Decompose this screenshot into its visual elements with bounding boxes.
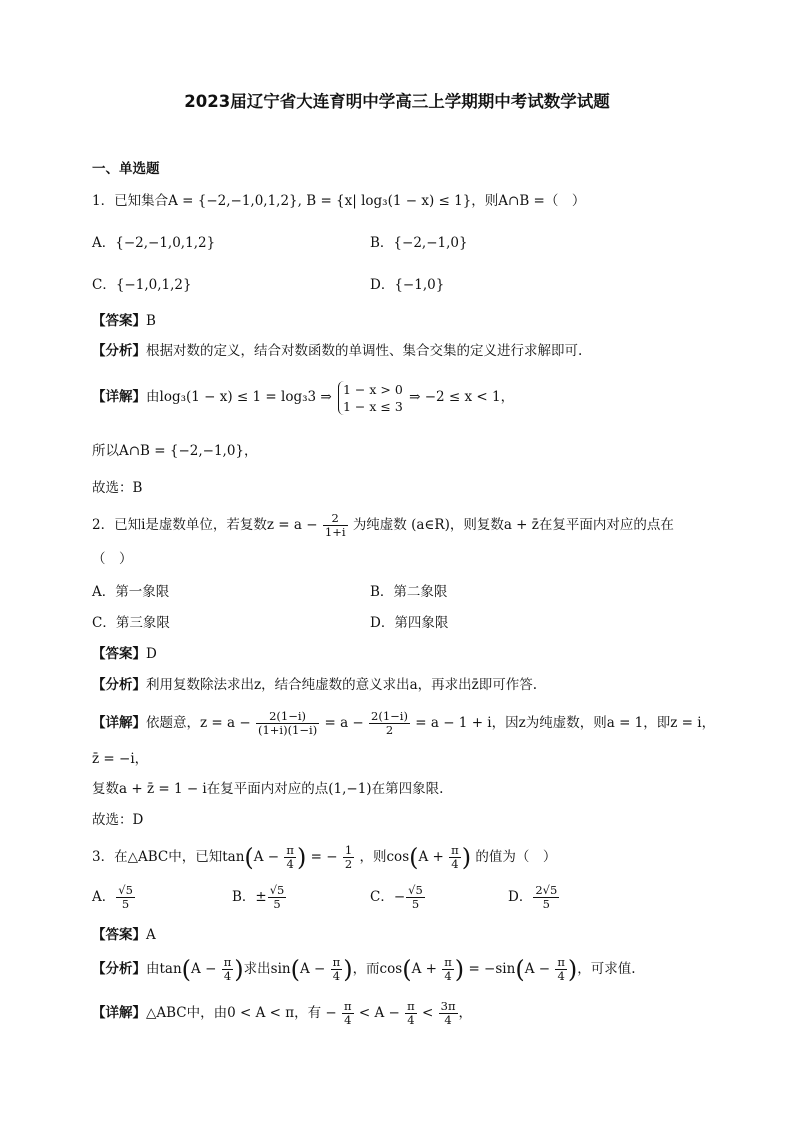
q3-option-d-label: D． [508, 889, 533, 905]
q3-analysis-post: ，可求值. [577, 961, 636, 977]
q3-stem-pre: 3．在△ABC中，已知tan [92, 849, 245, 865]
q2-option-d: D．第四象限 [370, 615, 449, 631]
section-heading: 一、单选题 [92, 161, 160, 177]
four: 4 [344, 1013, 352, 1027]
q2-frac-num: 2 [323, 512, 348, 526]
q3-option-b-label: B．± [232, 889, 267, 905]
analysis-label: 【分析】 [92, 961, 146, 977]
right-paren-icon: ) [461, 843, 472, 872]
q3-stem-eq: = − [310, 849, 338, 865]
q3-de-frac-2 [405, 1000, 417, 1027]
q2-f2-num: 2(1−i) [371, 709, 408, 723]
q3-analysis-eq: = −sin [468, 961, 516, 977]
q2-f1-num: 2(1−i) [256, 710, 319, 724]
q3-de-frac-3 [439, 1000, 458, 1027]
q3-option-d [508, 880, 560, 914]
detail-label: 【详解】 [92, 1005, 146, 1021]
q3-opt-d-num: 2√5 [535, 883, 558, 897]
q2-fraction [323, 512, 348, 539]
q3-stem [92, 840, 556, 874]
q3-opt-c-num: √5 [408, 883, 423, 897]
left-paren-icon: ( [409, 843, 419, 872]
q1-option-c: C．{−1,0,1,2} [92, 277, 192, 293]
q3-pi-over-4-b [449, 844, 461, 871]
q2-option-b: B．第二象限 [370, 584, 448, 600]
q3-detail-pre: △ABC中，由0 < A < π，有 − [146, 1005, 337, 1021]
four: 4 [223, 969, 232, 983]
answer-label: 【答案】 [92, 927, 146, 943]
q3-an-frac-3 [442, 956, 454, 983]
four: 4 [451, 857, 459, 871]
q3-option-b [232, 880, 287, 914]
q3-stem-a2: A + [418, 849, 444, 865]
pi: π [223, 955, 232, 969]
q2-stem-tail: （ ） [92, 551, 133, 567]
analysis-label: 【分析】 [92, 343, 146, 359]
pi: π [332, 955, 341, 969]
q2-detail-row [92, 706, 715, 740]
page-title: 2023届辽宁省大连育明中学高三上学期期中考试数学试题 [184, 92, 610, 111]
q2-answer-row [92, 645, 157, 663]
q2-detail-fraction-1 [256, 710, 319, 737]
q2-eq-mid: = a − [324, 715, 364, 731]
left-paren-icon: ( [515, 955, 525, 984]
left-paren-icon: ( [181, 955, 192, 984]
detail-label: 【详解】 [92, 715, 146, 731]
q2-frac-den: 1+i [324, 525, 346, 539]
q3-analysis-mid1: 求出sin [243, 961, 291, 977]
answer-label: 【答案】 [92, 646, 146, 662]
q2-detail-post: = a − 1 + i，因z为纯虚数，则a = 1，即z = i， [415, 715, 716, 731]
q1-detail-post: ⇒ −2 ≤ x < 1， [409, 389, 515, 405]
q2-stem-pre: 2．已知i是虚数单位，若复数z = a − [92, 517, 318, 533]
q2-option-a: A．第一象限 [92, 584, 170, 600]
q3-an-a-3: A + [411, 961, 437, 977]
q1-detail-pre: 由log₃(1 − x) ≤ 1 = log₃3 ⇒ [146, 389, 332, 405]
q3-stem-mid: ，则cos [359, 849, 410, 865]
q1-detail-row [92, 380, 514, 415]
q2-analysis: 利用复数除法求出z，结合纯虚数的意义求出a，再求出z̄即可作答. [146, 677, 538, 693]
q2-analysis-row [92, 676, 537, 694]
q3-detail-lt: < [422, 1005, 434, 1021]
pi: π [557, 955, 565, 969]
four: 4 [444, 1013, 452, 1027]
q2-detail-pre: 依题意，z = a − [146, 715, 251, 731]
q1-inequality-system [338, 381, 403, 415]
q1-option-a: A．{−2,−1,0,1,2} [92, 235, 216, 251]
q3-an-frac-1 [222, 956, 234, 983]
q2-f1-den: (1+i)(1−i) [257, 723, 318, 737]
q3-an-frac-4 [555, 956, 567, 983]
four: 4 [557, 969, 565, 983]
q3-an-frac-2 [331, 956, 343, 983]
q3-opt-a-den: 5 [121, 897, 130, 911]
q3-opt-a-num: √5 [118, 883, 133, 897]
pi: π [344, 999, 352, 1013]
q3-opt-d-frac [533, 884, 559, 911]
four: 4 [444, 969, 452, 983]
right-paren-icon: ) [567, 955, 578, 984]
q3-detail-mid: < A − [358, 1005, 400, 1021]
right-paren-icon: ) [296, 843, 307, 872]
q3-an-a: A − [191, 961, 217, 977]
answer-label: 【答案】 [92, 313, 146, 329]
q3-stem-post: 的值为（ ） [475, 849, 557, 865]
three-pi: 3π [440, 999, 456, 1013]
four: 4 [407, 1013, 415, 1027]
pi: π [451, 843, 459, 857]
q1-analysis-row [92, 342, 582, 360]
analysis-label: 【分析】 [92, 677, 146, 693]
q3-opt-b-den: 5 [273, 897, 281, 911]
q3-analysis-mid2: ，而cos [352, 961, 403, 977]
q1-analysis: 根据对数的定义，结合对数函数的单调性、集合交集的定义进行求解即可. [146, 343, 583, 359]
pi: π [407, 999, 415, 1013]
q3-opt-c-frac [406, 884, 425, 911]
two: 2 [344, 857, 353, 871]
q3-analysis-pre: 由tan [146, 961, 182, 977]
q3-one-half [343, 844, 354, 871]
q3-opt-d-den: 5 [542, 897, 550, 911]
pi: π [286, 843, 294, 857]
q3-opt-b-frac [268, 884, 287, 911]
q3-option-c-label: C．− [370, 889, 406, 905]
one: 1 [344, 843, 353, 857]
q1-answer: B [146, 313, 156, 329]
q2-stem-post: 为纯虚数 (a∈R)，则复数a + z̄在复平面内对应的点在 [352, 517, 674, 533]
q3-analysis-row [92, 952, 636, 986]
right-paren-icon: ) [234, 955, 244, 984]
q1-option-b: B．{−2,−1,0} [370, 235, 468, 251]
q3-pi-over-4 [284, 844, 296, 871]
q2-stem [92, 510, 674, 540]
q3-an-a-2: A − [299, 961, 326, 977]
q2-option-c: C．第三象限 [92, 615, 170, 631]
q1-conclusion: 所以A∩B = {−2,−1,0}， [92, 443, 258, 459]
detail-label: 【详解】 [92, 389, 146, 405]
q1-choice: 故选：B [92, 480, 143, 496]
q3-answer-row [92, 926, 156, 944]
pi: π [444, 955, 452, 969]
four: 4 [332, 969, 341, 983]
four: 4 [286, 857, 294, 871]
q3-option-a [92, 880, 136, 914]
q3-detail-row [92, 996, 472, 1030]
q3-stem-a: A − [253, 849, 280, 865]
q3-opt-c-den: 5 [411, 897, 420, 911]
q2-complex-line: 复数a + z̄ = 1 − i在复平面内对应的点(1,−1)在第四象限. [92, 781, 444, 797]
q3-de-frac-1 [342, 1000, 354, 1027]
q3-opt-b-num: √5 [269, 883, 285, 897]
q2-f2-den: 2 [385, 723, 394, 737]
right-paren-icon: ) [343, 955, 353, 984]
q3-option-a-label: A． [92, 889, 116, 905]
q3-an-a-4: A − [524, 961, 551, 977]
q1-sys-line-2: 1 − x ≤ 3 [343, 398, 403, 414]
right-paren-icon: ) [454, 955, 465, 984]
q2-answer: D [146, 646, 157, 662]
q1-stem: 1．已知集合A = {−2,−1,0,1,2}, B = {x| log₃(1 − x) ≤ 1}，则A∩B =（ ） [92, 193, 586, 209]
q2-choice: 故选：D [92, 812, 144, 828]
q1-sys-line-1: 1 − x > 0 [343, 381, 403, 397]
q2-zbar: z̄ = −i， [92, 751, 149, 767]
q3-option-c [370, 880, 426, 914]
q3-detail-post: ， [458, 1005, 472, 1021]
q3-opt-a-frac [116, 884, 135, 911]
left-paren-icon: ( [402, 955, 412, 984]
left-paren-icon: ( [290, 955, 300, 984]
q2-detail-fraction-2 [369, 710, 410, 737]
left-paren-icon: ( [244, 843, 254, 872]
q1-answer-row [92, 312, 156, 330]
q1-option-d: D．{−1,0} [370, 277, 445, 293]
q3-answer: A [146, 927, 156, 943]
